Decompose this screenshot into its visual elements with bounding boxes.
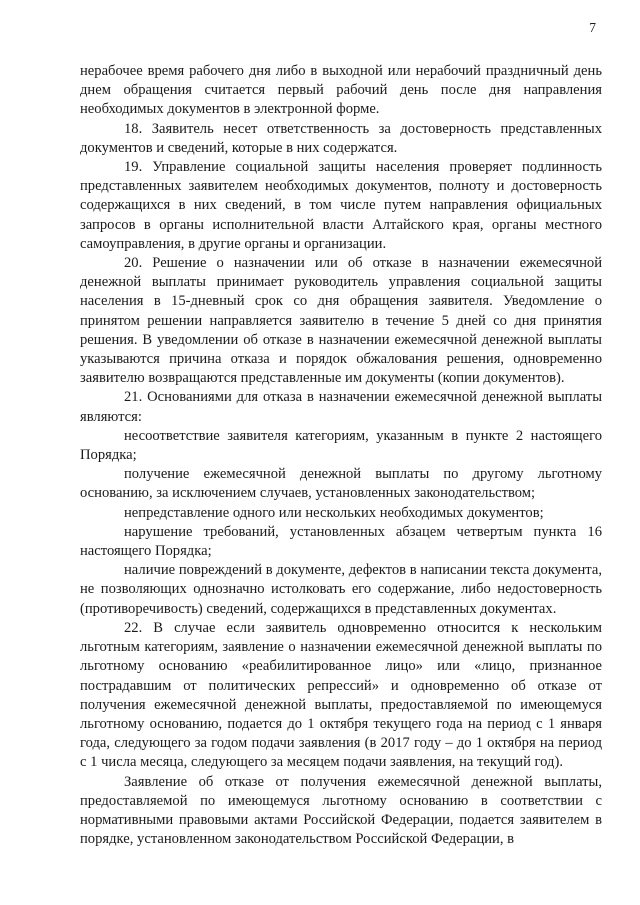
paragraph-21: 21. Основаниями для отказа в назначении ежемесячной денежной выплаты являются: [80,389,602,425]
list-item: нарушение требований, установленных абзацем четвертым пункта 16 настоящего Порядка; [80,523,602,560]
list-item: получение ежемесячной денежной выплаты по другому льготному основанию, за исключением случаев, установленных законодательством; [80,466,602,502]
paragraph-22: 22. В случае если заявитель одновременно относится к нескольким льготным категориям, заявление о назначении ежемесячной денежной выплаты по льготному основанию «реабилитированное лицо» или «лицо, признанное пострадавшим от политических репрессий» и одновременно об отказе от получения ежемесячной денежной выплаты, предоставляемой по имеющемуся льготному основанию, подается до 1 октября текущего года на период с 1 января года, следующего за годом подачи заявления (в 2017 году – до 1 октября на период с 1 числа месяца, следующего за месяцем подачи заявления, на текущий год). [80,619,602,771]
paragraph-18: 18. Заявитель несет ответственность за достоверность представленных документов и сведений, которые в них содержатся. [80,120,602,156]
page-number: 7 [589,20,596,35]
list-item: непредставление одного или нескольких необходимых документов; [124,504,544,521]
list-item: несоответствие заявителя категориям, указанным в пункте 2 настоящего Порядка; [80,427,602,464]
paragraph-19: 19. Управление социальной защиты населения проверяет подлинность представленных заявителем необходимых документов, полноту и достоверность содержащихся в них сведений, в том числе путем направления официальных запросов в органы исполнительной власти Алтайского края, органы местного самоуправления, в другие органы и организации. [80,159,602,252]
list-item: наличие повреждений в документе, дефектов в написании текста документа, не позволяющих однозначно истолковать его содержание, либо недостоверность (противоречивость) сведений, содержащихся в представленных документах. [80,562,602,617]
paragraph-continuation: нерабочее время рабочего дня либо в выходной или нерабочий праздничный день днем обращения считается первый рабочий день после дня направления необходимых документов в электронной форме. [80,63,602,118]
paragraph-22-continued: Заявление об отказе от получения ежемесячной денежной выплаты, предоставляемой по имеющемуся льготному основанию в соответствии с нормативными правовыми актами Российской Федерации, подается заявителем в порядке, установленном законодательством Российской Федерации, в [80,773,602,848]
document-body [80,62,602,849]
paragraph-20: 20. Решение о назначении или об отказе в назначении ежемесячной денежной выплаты принимает руководитель управления социальной защиты населения в 15-дневный срок со дня обращения заявителя. Уведомление о принятом решении направляется заявителю в течение 5 дней со дня принятия решения. В уведомлении об отказе в назначении ежемесячной денежной выплаты указываются причина отказа и порядок обжалования решения, одновременно заявителю возвращаются представленные им документы (копии документов). [80,255,602,387]
